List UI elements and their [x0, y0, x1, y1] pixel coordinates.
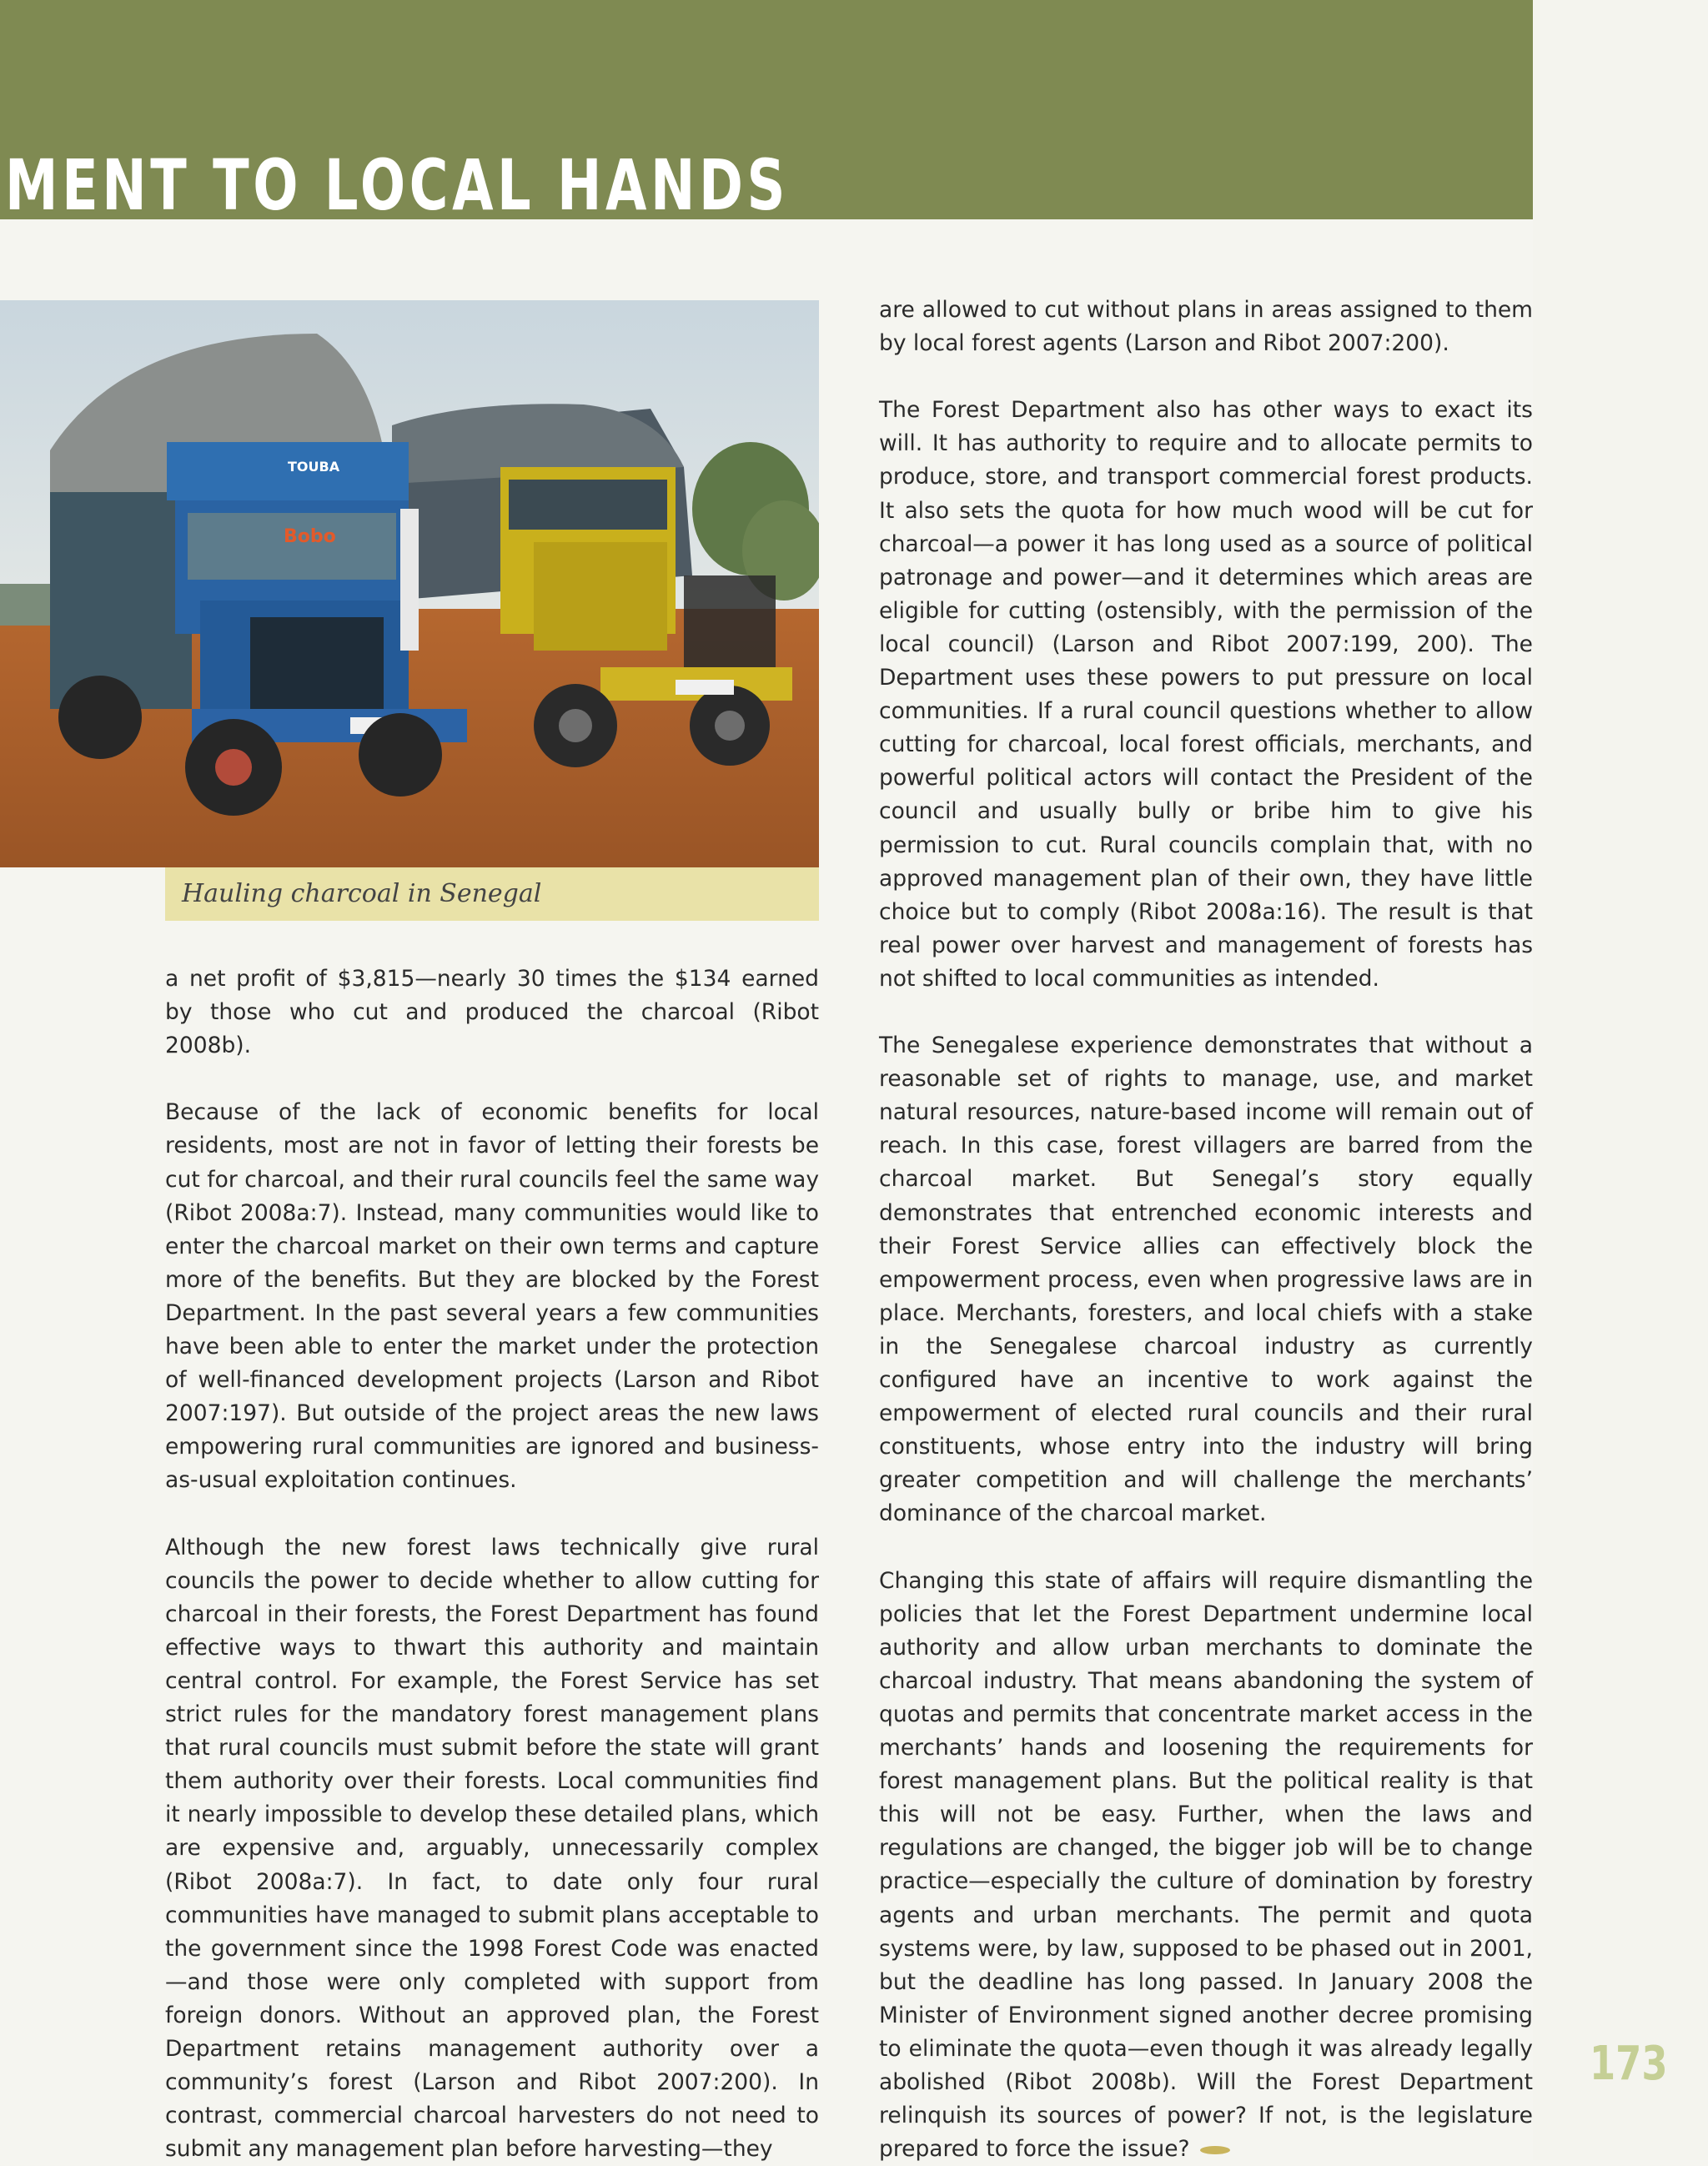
truck-photo-illustration: [0, 300, 819, 867]
left-text-column: [165, 962, 819, 2166]
page-number: 173: [1590, 2037, 1668, 2091]
right-text-column: [879, 294, 1533, 2166]
paragraph: a net profit of $3,815—nearly 30 times the $134 earned by those who cut and produced the charcoal (Ribot 2008b).: [165, 966, 819, 1059]
paragraph-last: [879, 1565, 1533, 2166]
end-of-article-mark: [1200, 2146, 1230, 2154]
truck-front-text: TOUBA: [288, 459, 340, 475]
chapter-header-band: [0, 0, 1533, 226]
paragraph: are allowed to cut without plans in areas assigned to them by local forest agents (Larson and Ribot 2007:200).: [879, 297, 1533, 357]
paragraph: Although the new forest laws technically give rural councils the power to decide whether to allow cutting for charcoal in their forests, the Forest Department has found effective ways to thwart this authority and maintain central control. For example, the Forest Service has set strict rules for the mandatory forest management plans that rural councils must submit before the state will grant them authority over their forests. Local communities find it nearly impossible to develop these detailed plans, which are expensive and, arguably, unnecessarily complex (Ribot 2008a:7). In fact, to date only four rural communities have managed to submit plans acceptable to the government since the 1998 Forest Code was enacted—and those were only completed with support from foreign donors. Without an approved plan, the Forest Department retains management authority over a community’s forest (Larson and Ribot 2007:200). In contrast, commercial charcoal harvesters do not need to submit any management plan before harvesting—they: [165, 1534, 819, 2163]
paragraph: The Senegalese experience demonstrates that without a reasonable set of rights to manage, use, and market natural resources, nature-based income will remain out of reach. In this case, forest villagers are barred from the charcoal market. But Senegal’s story equally demonstrates that entrenched economic interests and their Forest Service allies can effectively block the empowerment process, even when progressive laws are in place. Merchants, foresters, and local chiefs with a stake in the Senegalese charcoal industry as currently configured have an incentive to work against the empowerment of elected rural councils and their rural constituents, whose entry into the industry will bring greater competition and will challenge the merchants’ dominance of the charcoal market.: [879, 1033, 1533, 1527]
paragraph: Because of the lack of economic benefits for local residents, most are not in favor of letting their forests be cut for charcoal, and their rural councils feel the same way (Ribot 2008a:7). Instead, many communities would like to enter the charcoal market on their own terms and capture more of the benefits. But they are blocked by the Forest Department. In the past several years a few communities have been able to enter the market under the protection of well-financed development projects (Larson and Ribot 2007:197). But outside of the project areas the new laws empowering rural communities are ignored and business-as-usual exploitation continues.: [165, 1099, 819, 1494]
photo-charcoal-trucks: [0, 300, 819, 867]
paragraph: The Forest Department also has other ways to exact its will. It has authority to require and to allocate permits to produce, store, and transport commercial forest products. It also sets the quota for how much wood will be cut for charcoal—a power it has long used as a source of political patronage and power—and it determines which areas are eligible for cutting (ostensibly, with the permission of the local council) (Larson and Ribot 2007:199, 200). The Department uses these powers to put pressure on local communities. If a rural council questions whether to allow cutting for charcoal, local forest officials, merchants, and powerful political actors will contact the President of the council and usually bully or bribe him to give his permission to cut. Rural councils complain that, with no approved management plan of their own, they have little choice but to comply (Ribot 2008a:16). The result is that real power over harvest and management of forests has not shifted to local communities as intended.: [879, 397, 1533, 992]
caption-text: Hauling charcoal in Senegal: [182, 879, 542, 908]
paragraph-text: Changing this state of affairs will require dismantling the policies that let the Forest Department undermine local authority and allow urban merchants to dominate the charcoal industry. That means abandoning the system of quotas and permits that concentrate market access in the merchants’ hands and loosening the requirements for forest management plans. But the political reality is that this will not be easy. Further, when the laws and regulations are changed, the bigger job will be to change practice—especially the culture of domination by forestry agents and urban merchants. The permit and quota systems were, by law, supposed to be phased out in 2001, but the deadline has long passed. In January 2008 the Minister of Environment signed another decree promising to eliminate the quota—even though it was already legally abolished (Ribot 2008b). Will the Forest Department relinquish its sources of power? If not, is the legislature prepared to force the issue?: [879, 1567, 1533, 2163]
truck-banner-text: Bobo: [284, 526, 336, 547]
chapter-title: MENT TO LOCAL HANDS: [5, 144, 790, 226]
page-margin: [1533, 0, 1708, 2160]
photo-caption: [165, 867, 819, 921]
